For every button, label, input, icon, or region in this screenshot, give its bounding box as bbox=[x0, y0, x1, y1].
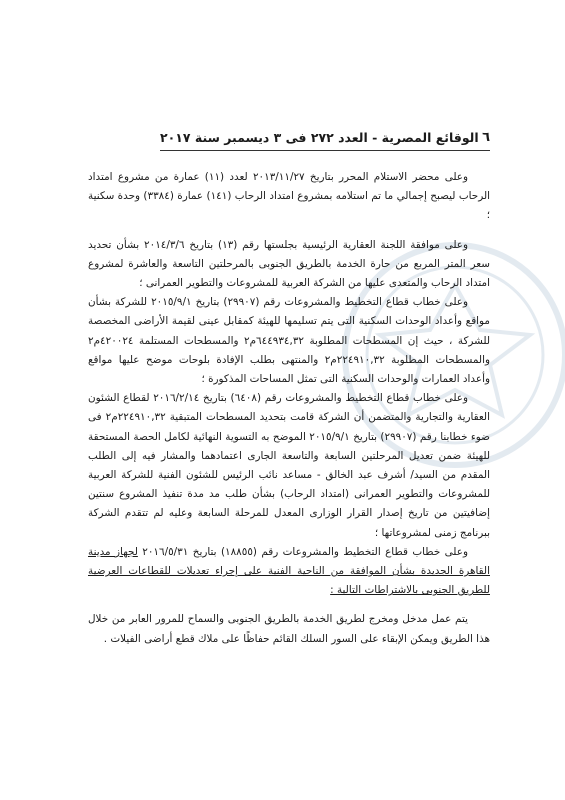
page-header bbox=[160, 130, 490, 145]
document-body bbox=[88, 168, 490, 649]
paragraph-5-underlined: لجهاز مدينة القاهرة الجديدة بشأن الموافقة من الناحية الفنية على إجراء تعديلات للقطاعات العرضية للطريق الجنوبى بالاشتراطات التالية : bbox=[88, 545, 490, 597]
paragraph-2: وعلى موافقة اللجنة العقارية الرئيسية بجلستها رقم (١٣) بتاريخ ٢٠١٤/٣/٦ بشأن تحديد سعر المتر المربع من حارة الخدمة بالطريق الجنوبى بالمرحلتين التاسعة والعاشرة لمشروع امتداد الرحاب والمتعدى عليها من الشركة العربية للمشروعات والتطوير العمرانى ؛ bbox=[88, 238, 490, 290]
header-divider bbox=[160, 150, 490, 151]
conditions-paragraph: يتم عمل مدخل ومخرج لطريق الخدمة بالطريق الجنوبى والسماح للمرور العابر من خلال هذا الطريق ويمكن الإبقاء على السور السلك القائم حفاظًا على ملاك قطع أراضى الفيلات . bbox=[88, 613, 490, 645]
page-number: ٦ bbox=[482, 130, 490, 145]
paragraph-5 bbox=[88, 543, 490, 601]
paragraph-4: وعلى خطاب قطاع التخطيط والمشروعات رقم (٦٤٠٨) بتاريخ ٢٠١٦/٢/١٤ لقطاع الشئون العقارية والتجارية والمتضمن أن الشركة قامت بتحديد المسطحات المتبقية ٢٢٤٩١٠,٣٢م٢ فى ضوء خطابنا رقم (٢٩٩٠٧) بتاريخ ٢٠١٥/٩/١ الموضح به التسوية النهائية لكامل الحصة المستحقة للهيئة ضمن تعديل المرحلتين السابعة والتاسعة الجارى اعتمادهما والمشار فيه إلى الطلب المقدم من السيد/ أشرف عبد الخالق - مساعد نائب الرئيس للشئون الفنية للشركة العربية للمشروعات والتطوير العمرانى (امتداد الرحاب) بشأن طلب مد مدة تنفيذ المشروع سنتين إضافيتين من تاريخ إصدار القرار الوزارى المعدل للمرحلة السابعة وعليه لم تتقدم الشركة ببرنامج زمنى لمشروعاتها ؛ bbox=[88, 392, 490, 539]
header-title: الوقائع المصرية - العدد ٢٧٢ فى ٣ ديسمبر سنة ٢٠١٧ bbox=[160, 130, 479, 145]
paragraph-3: وعلى خطاب قطاع التخطيط والمشروعات رقم (٢٩٩٠٧) بتاريخ ٢٠١٥/٩/١ للشركة بشأن مواقع وأعداد الوحدات السكنية التى يتم تسليمها للهيئة كمقابل عينى لقيمة الأراضى المخصصة للشركة ، حيث إن المسطحات المطلوبة ٦٤٤٩٣٤,٣٢م٢ والمسطحات المستلمة ٤٢٠٠٢٤م٢ والمسطحات المطلوبة ٢٢٤٩١٠,٣٢م٢ والمنتهى بطلب الإفادة بلوحات موضح عليها مواقع وأعداد العمارات والوحدات السكنية التى تمثل المساحات المذكورة ؛ bbox=[88, 296, 491, 386]
paragraph-5-lead: وعلى خطاب قطاع التخطيط والمشروعات رقم (١٨٨٥٥) بتاريخ ٢٠١٦/٥/٣١ bbox=[142, 545, 468, 558]
paragraph-1: وعلى محضر الاستلام المحرر بتاريخ ٢٠١٣/١١/٢٧ لعدد (١١) عمارة من مشروع امتداد الرحاب ليصبح إجمالي ما تم استلامه بمشروع امتداد الرحاب (١٤١) عمارة (٣٣٨٤) وحدة سكنية ؛ bbox=[88, 171, 490, 222]
